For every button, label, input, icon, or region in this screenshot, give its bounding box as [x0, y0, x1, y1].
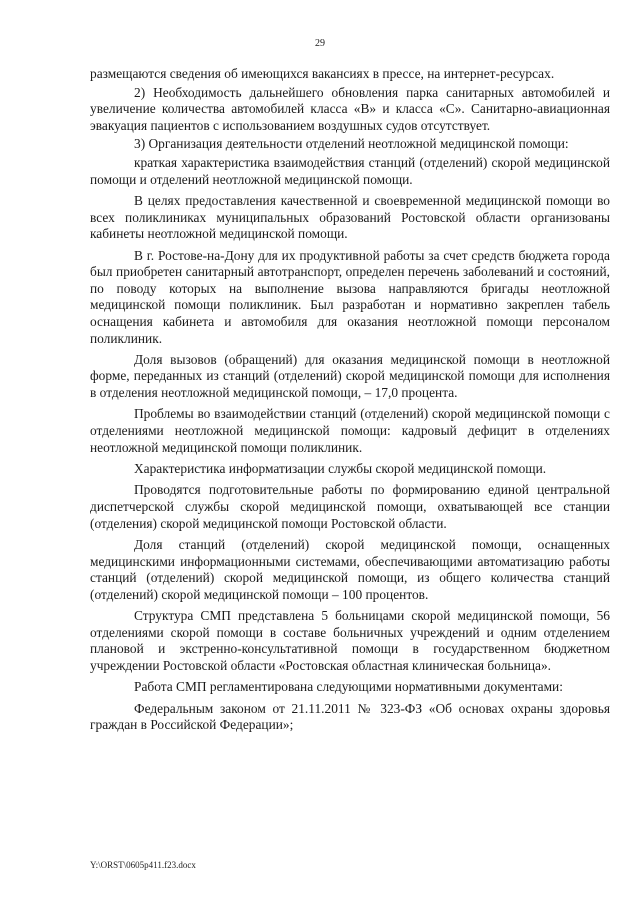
- paragraph-13: Работа СМП регламентирована следующими нормативными документами:: [134, 679, 563, 695]
- paragraph-1: размещаются сведения об имеющихся вакансиях в прессе, на интернет-ресурсах.: [90, 66, 555, 81]
- paragraph-12: Структура СМП представлена 5 больницами скорой медицинской помощи, 56 отделениями скорой помощи в составе больничных учреждений и одним отделением плановой и экстренно-консультативной помощи в государственном бюджетном учреждении Ростовской области «Ростовская областная клиническая больница».: [90, 608, 610, 673]
- paragraph-10: Проводятся подготовительные работы по формированию единой центральной диспетчерской службы скорой медицинской помощи, охватывающей все станции (отделения) скорой медицинской помощи Ростовской области.: [90, 482, 610, 531]
- paragraph-5: В целях предоставления качественной и своевременной медицинской помощи во всех поликлиниках муниципальных образований Ростовской области организованы кабинеты неотложной медицинской помощи.: [90, 192, 610, 242]
- paragraph-4: краткая характеристика взаимодействия станций (отделений) скорой медицинской помощи и отделений неотложной медицинской помощи.: [90, 154, 610, 187]
- paragraph-7: Доля вызовов (обращений) для оказания медицинской помощи в неотложной форме, переданных из станций (отделений) скорой медицинской помощи для исполнения в отделения неотложной медицинской помощи, – 17,0 процента.: [90, 351, 610, 401]
- document-body: [90, 66, 610, 739]
- file-path-footer: Y:\ORST\0605p411.f23.docx: [90, 860, 196, 870]
- paragraph-6: В г. Ростове-на-Дону для их продуктивной работы за счет средств бюджета города был приобретен санитарный автотранспорт, определен перечень заболеваний и состояний, по поводу которых на выполнение вызова направляются бригады неотложной медицинской помощи поликлиник. Был разработан и нормативно закреплен табель оснащения кабинета и автомобиля для оказания неотложной помощи персоналом поликлиник.: [90, 247, 610, 346]
- paragraph-9: Характеристика информатизации службы скорой медицинской помощи.: [134, 461, 547, 477]
- paragraph-8: Проблемы во взаимодействии станций (отделений) скорой медицинской помощи с отделениями неотложной медицинской помощи: кадровый дефицит в отделениях неотложной медицинской помощи поликлиник.: [90, 406, 610, 455]
- paragraph-2: 2) Необходимость дальнейшего обновления парка санитарных автомобилей и увеличение количества автомобилей класса «В» и класса «С». Санитарно-авиационная эвакуация пациентов с использованием воздушных судов отсутствует.: [90, 84, 610, 133]
- paragraph-3: 3) Организация деятельности отделений неотложной медицинской помощи:: [134, 136, 569, 152]
- paragraph-11: Доля станций (отделений) скорой медицинской помощи, оснащенных медицинскими информационными системами, обеспечивающими автоматизацию работы станций (отделений) скорой медицинской помощи, из общего количества станций (отделений) скорой медицинской помощи – 100 процентов.: [90, 537, 610, 602]
- page-number: 29: [315, 38, 325, 49]
- paragraph-14: Федеральным законом от 21.11.2011 № 323-ФЗ «Об основах охраны здоровья граждан в Российской Федерации»;: [90, 700, 610, 733]
